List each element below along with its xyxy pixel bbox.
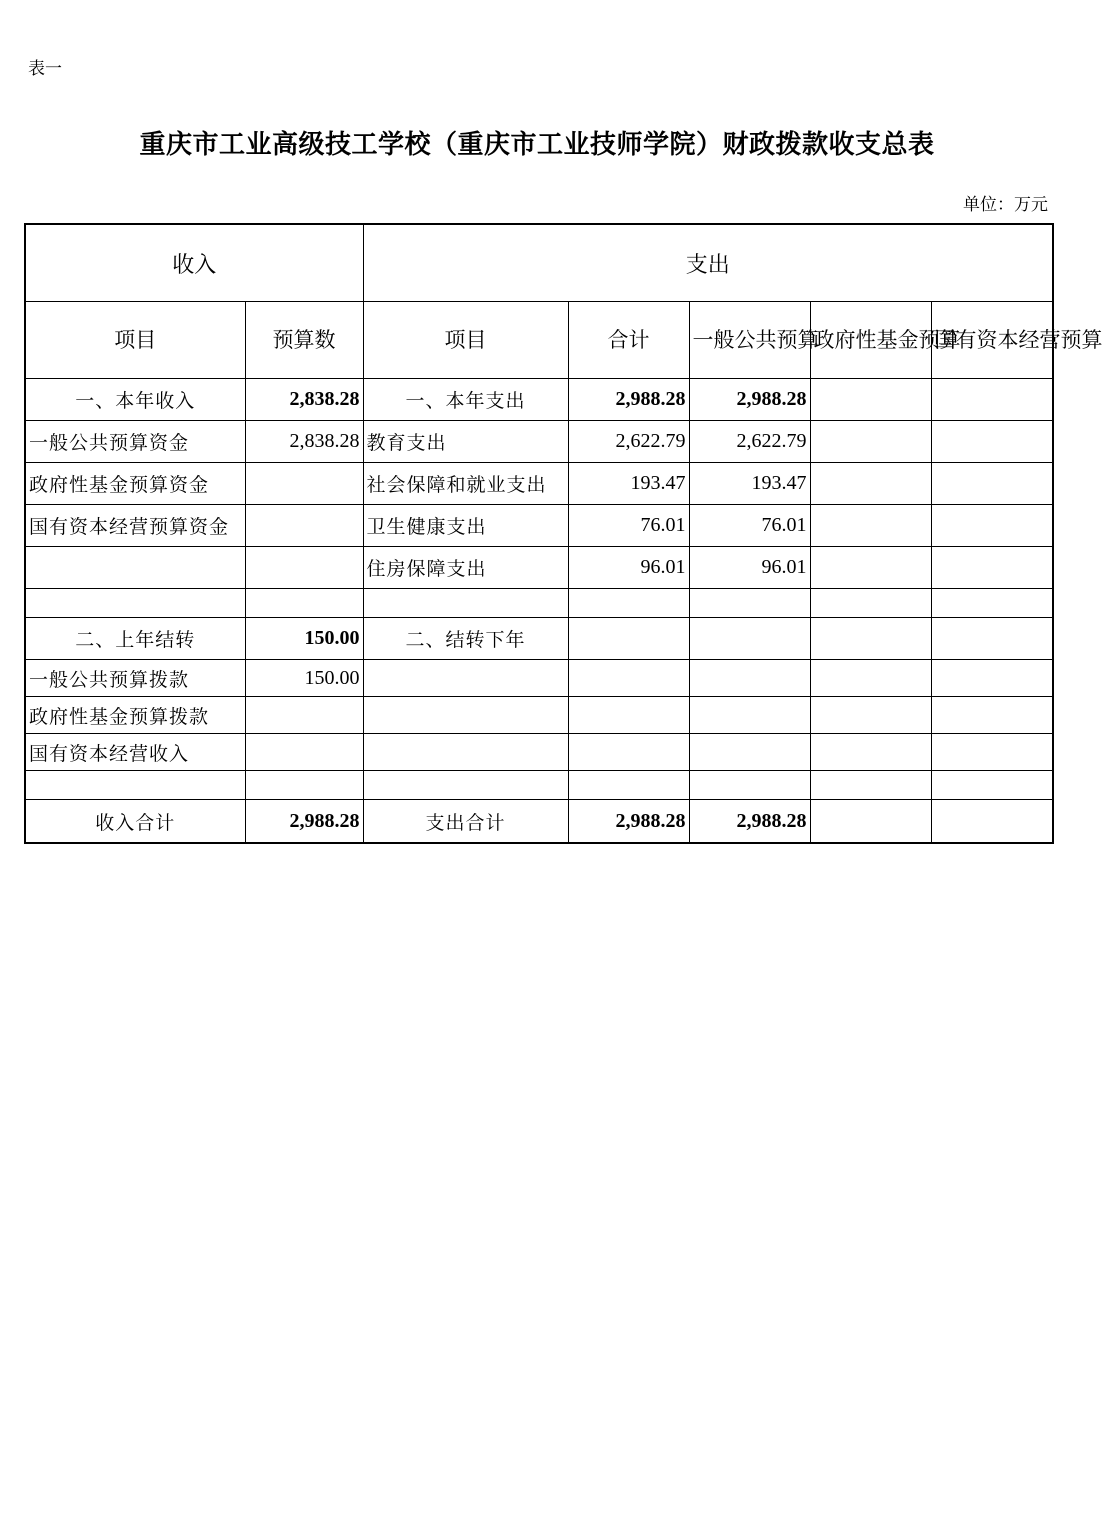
expense-total-label: 支出合计	[363, 800, 568, 844]
expense-item-cell: 住房保障支出	[363, 547, 568, 589]
fund-cell	[810, 589, 931, 618]
income-item-cell	[25, 589, 245, 618]
table-row	[25, 421, 1053, 463]
total-cell: 2,988.28	[568, 379, 689, 421]
expense-item-cell: 一、本年支出	[363, 379, 568, 421]
table-row	[25, 463, 1053, 505]
income-amount-cell	[245, 697, 363, 734]
expense-item-cell	[363, 697, 568, 734]
income-item-cell: 二、上年结转	[25, 618, 245, 660]
group-header-row	[25, 224, 1053, 302]
total-cell: 76.01	[568, 505, 689, 547]
general-cell	[689, 734, 810, 771]
income-item-header: 项目	[25, 302, 245, 379]
column-header-row	[25, 302, 1053, 379]
gov-fund-header: 政府性基金预算	[810, 302, 931, 379]
table-row	[25, 547, 1053, 589]
fund-cell	[810, 547, 931, 589]
general-cell: 193.47	[689, 463, 810, 505]
capital-total-amount	[931, 800, 1053, 844]
general-cell: 2,622.79	[689, 421, 810, 463]
total-cell	[568, 734, 689, 771]
income-item-cell: 政府性基金预算资金	[25, 463, 245, 505]
general-cell	[689, 618, 810, 660]
capital-cell	[931, 697, 1053, 734]
income-amount-cell: 2,838.28	[245, 379, 363, 421]
total-cell	[568, 589, 689, 618]
expense-item-cell	[363, 660, 568, 697]
income-amount-cell	[245, 734, 363, 771]
total-cell	[568, 771, 689, 800]
table-row	[25, 505, 1053, 547]
table-row	[25, 660, 1053, 697]
income-amount-cell	[245, 589, 363, 618]
capital-cell	[931, 618, 1053, 660]
unit-note: 单位：万元	[963, 195, 1048, 215]
expense-item-cell: 二、结转下年	[363, 618, 568, 660]
capital-cell	[931, 421, 1053, 463]
general-cell: 2,988.28	[689, 379, 810, 421]
income-budget-header: 预算数	[245, 302, 363, 379]
expense-group-header: 支出	[363, 224, 1053, 302]
total-cell	[568, 660, 689, 697]
capital-cell	[931, 589, 1053, 618]
income-amount-cell: 2,838.28	[245, 421, 363, 463]
expense-total-amount: 2,988.28	[568, 800, 689, 844]
fund-cell	[810, 505, 931, 547]
expense-item-cell: 卫生健康支出	[363, 505, 568, 547]
income-item-cell: 政府性基金预算拨款	[25, 697, 245, 734]
page-title: 重庆市工业高级技工学校（重庆市工业技师学院）财政拨款收支总表	[139, 130, 935, 160]
income-item-cell: 国有资本经营预算资金	[25, 505, 245, 547]
budget-table	[24, 223, 1103, 844]
expense-item-cell	[363, 771, 568, 800]
fund-cell	[810, 697, 931, 734]
income-amount-cell	[245, 547, 363, 589]
table-row	[25, 379, 1053, 421]
capital-cell	[931, 734, 1053, 771]
general-cell	[689, 660, 810, 697]
fund-cell	[810, 771, 931, 800]
expense-item-cell: 教育支出	[363, 421, 568, 463]
total-row	[25, 800, 1053, 844]
expense-item-header: 项目	[363, 302, 568, 379]
income-amount-cell: 150.00	[245, 660, 363, 697]
table-label: 表一	[28, 59, 62, 79]
income-item-cell: 国有资本经营收入	[25, 734, 245, 771]
total-cell: 96.01	[568, 547, 689, 589]
general-public-header: 一般公共预算	[689, 302, 810, 379]
income-amount-cell	[245, 771, 363, 800]
fund-cell	[810, 421, 931, 463]
total-cell	[568, 697, 689, 734]
expense-item-cell: 社会保障和就业支出	[363, 463, 568, 505]
general-cell: 96.01	[689, 547, 810, 589]
income-amount-cell	[245, 505, 363, 547]
income-amount-cell	[245, 463, 363, 505]
total-cell	[568, 618, 689, 660]
expense-item-cell	[363, 589, 568, 618]
income-item-cell	[25, 771, 245, 800]
capital-cell	[931, 547, 1053, 589]
general-cell	[689, 589, 810, 618]
fund-total-amount	[810, 800, 931, 844]
fund-cell	[810, 379, 931, 421]
table-row	[25, 697, 1053, 734]
income-group-header: 收入	[25, 224, 363, 302]
expense-item-cell	[363, 734, 568, 771]
capital-cell	[931, 379, 1053, 421]
total-cell: 2,622.79	[568, 421, 689, 463]
income-item-cell	[25, 547, 245, 589]
capital-cell	[931, 771, 1053, 800]
income-total-label: 收入合计	[25, 800, 245, 844]
general-cell	[689, 697, 810, 734]
table-row	[25, 618, 1053, 660]
total-header: 合计	[568, 302, 689, 379]
general-cell	[689, 771, 810, 800]
fund-cell	[810, 660, 931, 697]
income-amount-cell: 150.00	[245, 618, 363, 660]
capital-cell	[931, 660, 1053, 697]
income-item-cell: 一般公共预算拨款	[25, 660, 245, 697]
general-total-amount: 2,988.28	[689, 800, 810, 844]
income-item-cell: 一、本年收入	[25, 379, 245, 421]
state-capital-header: 国有资本经营预算	[931, 302, 1053, 379]
fund-cell	[810, 618, 931, 660]
total-cell: 193.47	[568, 463, 689, 505]
fund-cell	[810, 734, 931, 771]
table-row	[25, 771, 1053, 800]
table-row	[25, 734, 1053, 771]
capital-cell	[931, 463, 1053, 505]
general-cell: 76.01	[689, 505, 810, 547]
capital-cell	[931, 505, 1053, 547]
income-total-amount: 2,988.28	[245, 800, 363, 844]
income-item-cell: 一般公共预算资金	[25, 421, 245, 463]
table-row	[25, 589, 1053, 618]
fund-cell	[810, 463, 931, 505]
